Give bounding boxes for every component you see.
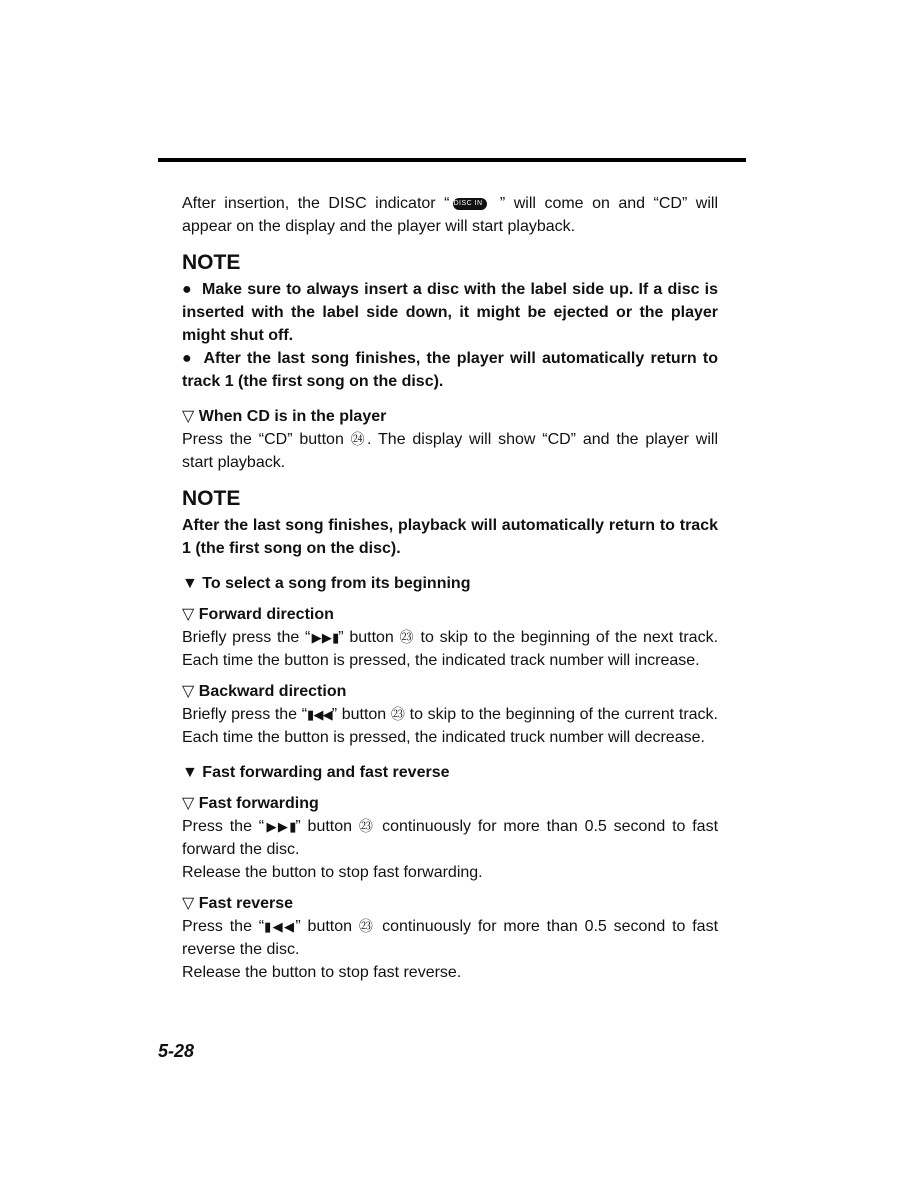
- open-triangle-icon: ▽: [182, 895, 195, 912]
- next-track-icon: ▶▶▮: [264, 819, 296, 834]
- subsection-title: ▽ Backward direction: [182, 680, 718, 703]
- note-heading: NOTE: [182, 487, 241, 510]
- ref-number: ㉔: [350, 431, 368, 447]
- page-number: 5-28: [158, 1041, 195, 1061]
- fast-forward-paragraph: Press the “▶▶▮” button ㉓ continuously for more than 0.5 second to fast forward the disc.: [182, 818, 719, 858]
- note-item: ● After the last song finishes, the player will automatically return to track 1 (the first song on the disc).: [182, 347, 718, 393]
- subsection-title: ▽ Forward direction: [182, 603, 718, 626]
- manual-content: [182, 192, 718, 984]
- disc-in-indicator-icon: DISC IN: [453, 198, 487, 210]
- fast-reverse-paragraph: Press the “▮◀◀” button ㉓ continuously for more than 0.5 second to fast reverse the disc.: [182, 918, 719, 958]
- previous-track-icon: ▮◀◀: [307, 707, 332, 722]
- insertion-paragraph: After insertion, the DISC indicator “ DISC IN ” will come on and “CD” will appear on the display and the player will start playback.: [182, 195, 719, 235]
- note-text: After the last song finishes, playback will automatically return to track 1 (the first song on the disc).: [182, 517, 718, 557]
- backward-direction-paragraph: Briefly press the “▮◀◀” button ㉓ to skip to the beginning of the current track. Each time the button is pressed, the indicated truck number will decrease.: [182, 706, 718, 746]
- filled-triangle-icon: ▼: [182, 764, 198, 781]
- subsection-title: ▽ Fast forwarding: [182, 792, 718, 815]
- note-item: ● Make sure to always insert a disc with the label side up. If a disc is inserted with the label side down, it might be ejected or the player might shut off.: [182, 278, 718, 347]
- section-title: ▼ Fast forwarding and fast reverse: [182, 761, 718, 784]
- next-track-icon: ▶▶▮: [310, 630, 339, 645]
- ref-number: ㉓: [358, 818, 376, 834]
- filled-triangle-icon: ▼: [182, 575, 198, 592]
- note-heading: NOTE: [182, 251, 241, 274]
- fast-forward-release: Release the button to stop fast forwarding.: [182, 864, 483, 881]
- open-triangle-icon: ▽: [182, 683, 195, 700]
- top-rule: [158, 158, 746, 162]
- open-triangle-icon: ▽: [182, 606, 195, 623]
- open-triangle-icon: ▽: [182, 408, 195, 425]
- section-title: ▼ To select a song from its beginning: [182, 572, 718, 595]
- open-triangle-icon: ▽: [182, 795, 195, 812]
- previous-track-icon: ▮◀◀: [264, 919, 296, 934]
- bullet-icon: ●: [182, 281, 192, 298]
- bullet-icon: ●: [182, 350, 192, 367]
- ref-number: ㉓: [390, 706, 406, 722]
- fast-reverse-release: Release the button to stop fast reverse.: [182, 964, 462, 981]
- subsection-title: ▽ When CD is in the player: [182, 405, 718, 428]
- subsection-title: ▽ Fast reverse: [182, 892, 718, 915]
- ref-number: ㉓: [399, 629, 415, 645]
- cd-in-player-paragraph: Press the “CD” button ㉔. The display will show “CD” and the player will start playback.: [182, 431, 719, 471]
- forward-direction-paragraph: Briefly press the “▶▶▮” button ㉓ to skip to the beginning of the next track. Each time the button is pressed, the indicated track number will increase.: [182, 629, 719, 669]
- ref-number: ㉓: [358, 918, 376, 934]
